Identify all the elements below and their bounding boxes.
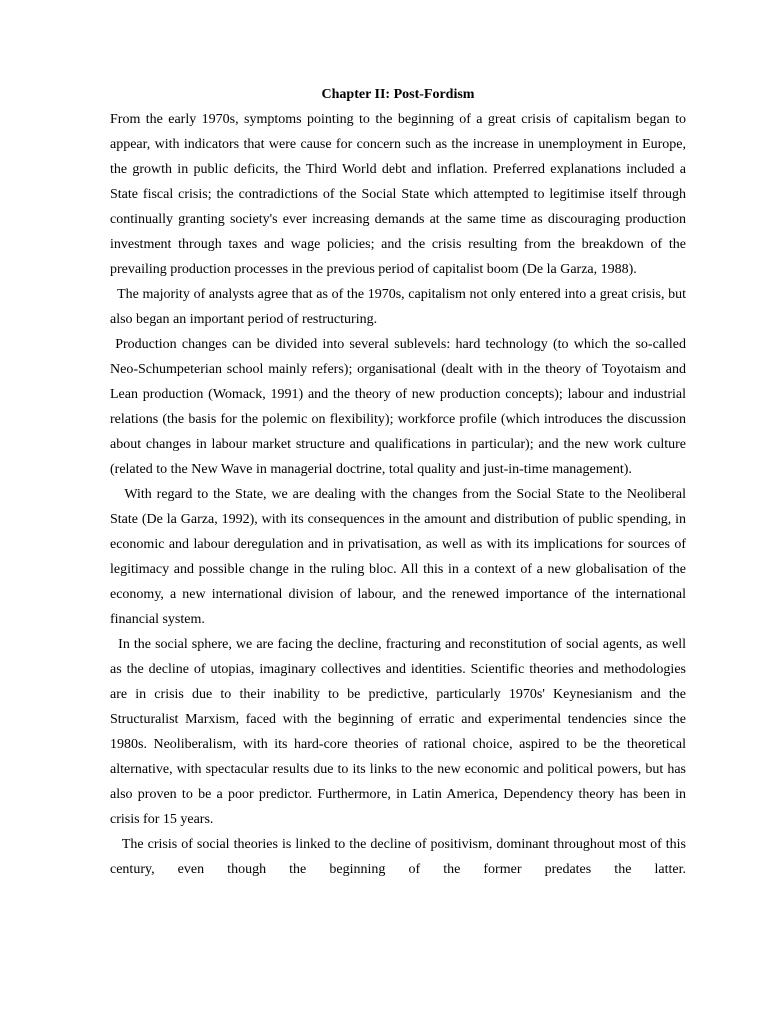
paragraph [110, 282, 686, 332]
paragraph [110, 482, 686, 632]
paragraph-text: The majority of analysts agree that as of the 1970s, capitalism not only entered into a great crisis, but also began an important period of restructuring. [110, 287, 686, 327]
paragraph [110, 332, 686, 482]
paragraph [110, 107, 686, 282]
paragraph-text: In the social sphere, we are facing the decline, fracturing and reconstitution of social agents, as well as the decline of utopias, imaginary collectives and identities. Scientific theories and methodologies are in crisis due to their inability to be predictive, particularly 1970s' Keynesianism and the Structuralist Marxism, faced with the beginning of erratic and experimental tendencies since the 1980s. Neoliberalism, with its hard-core theories of rational choice, aspired to be the theoretical alternative, with spectacular results due to its links to the new economic and political powers, but has also proven to be a poor predictor. Furthermore, in Latin America, Dependency theory has been in crisis for 15 years. [110, 637, 686, 827]
chapter-title: Chapter II: Post-Fordism [321, 87, 475, 102]
paragraph-text: The crisis of social theories is linked to the decline of positivism, dominant throughout most of this century, even though the beginning of the former predates the latter. [110, 837, 686, 877]
document-body [110, 107, 686, 882]
paragraph [110, 632, 686, 832]
paragraph-indent [110, 637, 118, 652]
paragraph-text: From the early 1970s, symptoms pointing to the beginning of a great crisis of capitalism began to appear, with indicators that were cause for concern such as the increase in unemployment in Europe, the growth in public deficits, the Third World debt and inflation. Preferred explanations included a State fiscal crisis; the contradictions of the Social State which attempted to legitimise itself through continually granting society's ever increasing demands at the same time as discouraging production investment through taxes and wage policies; and the crisis resulting from the breakdown of the prevailing production processes in the previous period of capitalist boom (De la Garza, 1988). [110, 112, 686, 277]
paragraph-indent [110, 837, 122, 852]
paragraph-text: With regard to the State, we are dealing with the changes from the Social State to the Neoliberal State (De la Garza, 1992), with its consequences in the amount and distribution of public spending, in economic and labour deregulation and in privatisation, as well as with its implications for sources of legitimacy and possible change in the ruling bloc. All this in a context of a new globalisation of the economy, a new international division of labour, and the renewed importance of the international financial system. [110, 487, 686, 627]
paragraph-text: Production changes can be divided into several sublevels: hard technology (to which the so-called Neo-Schumpeterian school mainly refers); organisational (dealt with in the theory of Toyotaism and Lean production (Womack, 1991) and the theory of new production concepts); labour and industrial relations (the basis for the polemic on flexibility); workforce profile (which introduces the discussion about changes in labour market structure and qualifications in particular); and the new work culture (related to the New Wave in managerial doctrine, total quality and just-in-time management). [110, 337, 686, 477]
paragraph-indent [110, 487, 124, 502]
paragraph [110, 832, 686, 882]
